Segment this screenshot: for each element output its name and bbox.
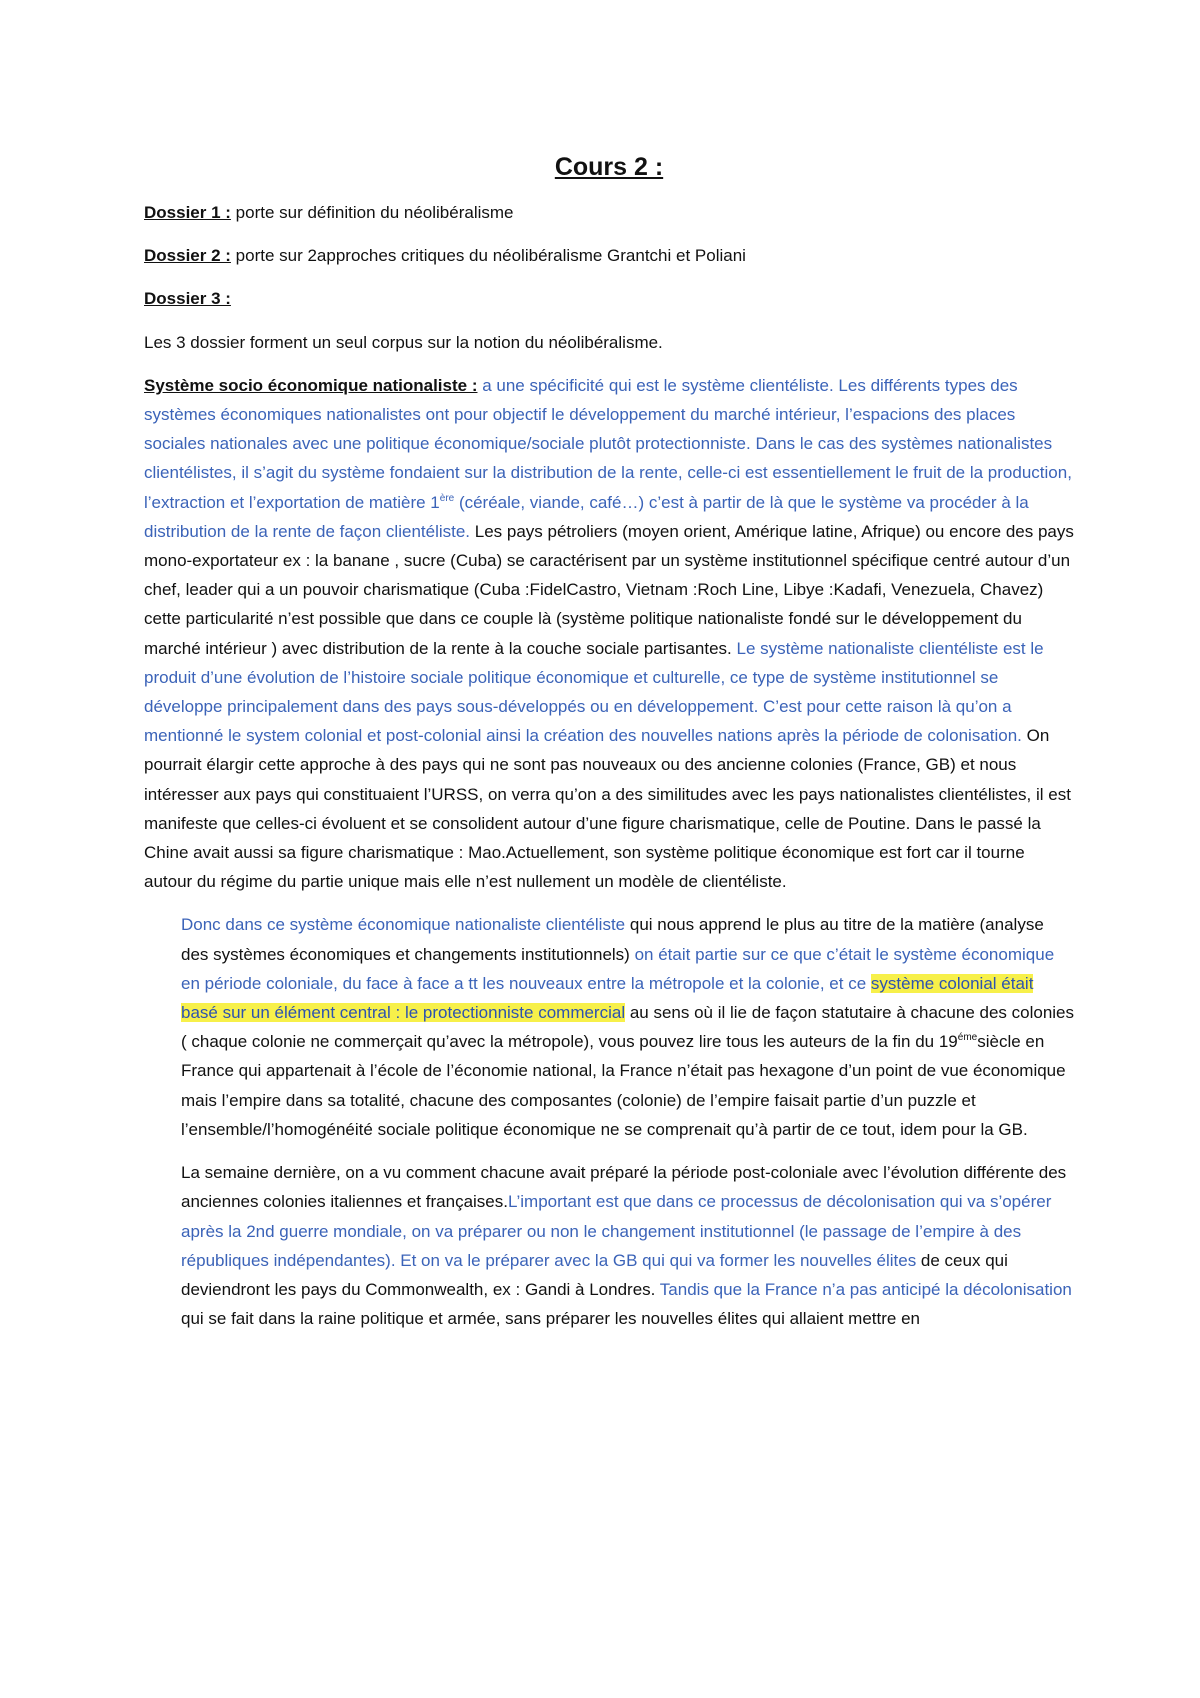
p2-sentence-3: on était partie sur ce que c’était le système économique en période coloniale, du face à face a tt les nouveaux entre la métropole et la colonie, et ce [181, 944, 1055, 993]
dossier-1 [144, 198, 1074, 227]
corpus-sentence: Les 3 dossier forment un seul corpus sur la notion du néolibéralisme. [144, 332, 663, 352]
page-title: Cours 2 : [554, 153, 664, 181]
paragraph-nationalist-system [144, 371, 1074, 897]
document-body [144, 150, 1074, 1347]
p2-superscript: éme [957, 1032, 978, 1044]
p1-superscript: ère [439, 492, 455, 504]
dossier-2-label: Dossier 2 : [144, 246, 231, 266]
dossier-3 [144, 284, 1074, 313]
p3-sentence-5: qui se fait dans la raine politique et armée, sans préparer les nouvelles élites qui allaient mettre en [181, 1309, 920, 1329]
dossier-3-label: Dossier 3 : [144, 289, 231, 309]
dossier-1-text: porte sur définition du néolibéralisme [230, 203, 514, 222]
p2-sentence-5: siècle en France qui appartenait à l’école de l’économie national, la France n’était pas hexagone d’un point de vue économique mais l’empire dans sa totalité, chacune des composantes (colonie) de l’empire faisait partie d’un puzzle et l’ensemble/l’homogénéité sociale politique économique ne se comprenait qu’à partir de ce tout, idem pour la GB. [181, 1032, 1066, 1139]
dossier-2 [144, 241, 1074, 270]
p2-sentence-4: au sens où il lie de façon statutaire à chacune des colonies ( chaque colonie ne commerçait qu’avec la métropole), vous pouvez lire tous les auteurs de la fin du 19 [181, 1003, 1075, 1052]
section-label: Système socio économique nationaliste : [144, 375, 478, 395]
paragraph-colonial-system [181, 910, 1074, 1144]
p3-sentence-4: Tandis que la France n’a pas anticipé la décolonisation [655, 1279, 1072, 1299]
dossier-2-text: porte sur 2approches critiques du néolibéralisme Grantchi et Poliani [230, 246, 746, 266]
p3-sentence-2: L’important est que dans ce processus de décolonisation qui va s’opérer après la 2nd guerre mondiale, on va préparer ou non le changement institutionnel (le passage de l’empire à des républiques indépendantes). Et on va le préparer avec la GB qui qui va former les nouvelles élites [181, 1192, 1052, 1270]
p2-sentence-1: Donc dans ce système économique nationaliste clientéliste [181, 915, 626, 935]
dossier-1-label: Dossier 1 : [144, 203, 231, 222]
p2-sentence-2: qui nous apprend le plus au titre de la matière (analyse des systèmes économiques et changements institutionnels) [181, 915, 1044, 964]
p3-sentence-1: La semaine dernière, on a vu comment chacune avait préparé la période post-coloniale avec l’évolution différente des anciennes colonies italiennes et françaises. [181, 1163, 1067, 1212]
highlighted-text: système colonial était basé sur un élément central : le protectionniste commercial [181, 973, 1034, 1023]
p3-sentence-3: de ceux qui deviendront les pays du Commonwealth, ex : Gandi à Londres. [181, 1250, 1008, 1299]
paragraph-decolonisation [181, 1158, 1074, 1333]
p1-sentence-3: Les pays pétroliers (moyen orient, Amérique latine, Afrique) ou encore des pays mono-exportateur ex : la banane , sucre (Cuba) se caractérisent par un système institutionnel spécifique centré autour d’un chef, leader qui a un pouvoir charismatique (Cuba :FidelCastro, Vietnam :Roch Line, Libye :Kadafi, Venezuela, Chavez) cette particularité n’est possible que dans ce couple là (système politique nationaliste fondé sur le développement du marché intérieur ) avec distribution de la rente à la couche sociale partisantes. [144, 521, 1074, 658]
p1-sentence-5: On pourrait élargir cette approche à des pays qui ne sont pas nouveaux ou des ancienne colonies (France, GB) et nous intéresser aux pays qui constituaient l’URSS, on verra qu’on a des similitudes avec les pays nationalistes clientélistes, il est manifeste que celles-ci évoluent et se consolident autour d’une figure charismatique, celle de Poutine. Dans le passé la Chine avait aussi sa figure charismatique : Mao.Actuellement, son système politique économique est fort car il tourne autour du régime du partie unique mais elle n’est nullement un modèle de clientéliste. [144, 726, 1071, 892]
p1-sentence-1: a une spécificité qui est le système clientéliste. Les différents types des systèmes économiques nationalistes ont pour objectif le développement du marché intérieur, l’espacions des places sociales nationales avec une politique économique/sociale plutôt protectionniste. Dans le cas des systèmes nationalistes clientélistes, il s’agit du système fondaient sur la distribution de la rente, celle-ci est essentiellement le fruit de la production, l’extraction et l’exportation de matière 1 [144, 375, 1072, 512]
p1-sentence-2: (céréale, viande, café…) c’est à partir de là que le système va procéder à la distribution de la rente de façon clientéliste. [144, 492, 1029, 541]
p1-sentence-4: Le système nationaliste clientéliste est le produit d’une évolution de l’histoire sociale politique économique et culturelle, ce type de système institutionnel se développe principalement dans des pays sous-développés ou en développement. C’est pour cette raison là qu’on a mentionné le system colonial et post-colonial ainsi la création des nouvelles nations après la période de colonisation. [144, 638, 1044, 746]
